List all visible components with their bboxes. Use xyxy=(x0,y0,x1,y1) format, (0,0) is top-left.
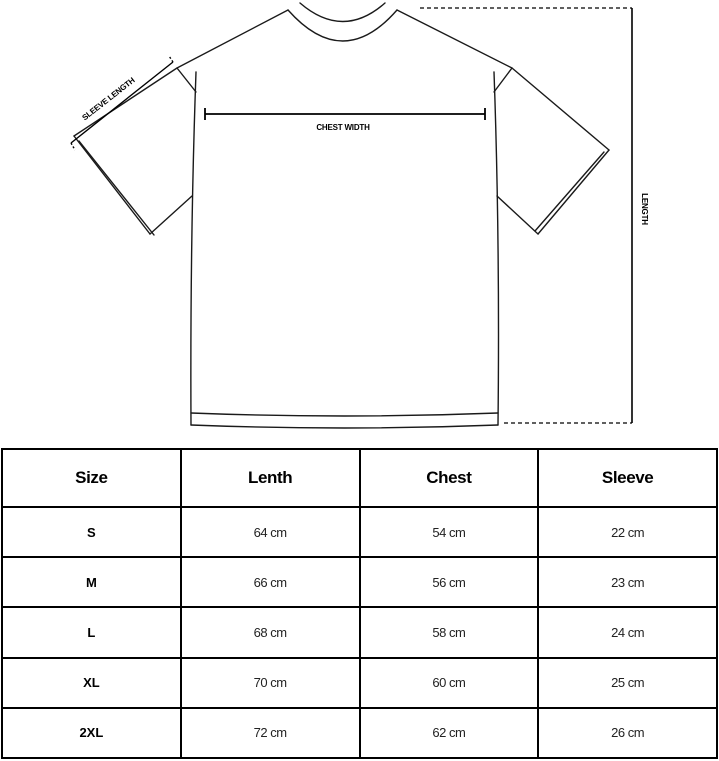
sleeve-cell: 23 cm xyxy=(538,557,717,607)
right-sleeve-hem-outer xyxy=(538,150,609,234)
right-underarm xyxy=(497,196,538,234)
length-cell: 64 cm xyxy=(181,507,360,557)
size-cell: 2XL xyxy=(2,708,181,758)
size-chart-table xyxy=(1,448,718,759)
right-sleeve-seam xyxy=(494,68,512,92)
size-cell: M xyxy=(2,557,181,607)
right-sleeve-hem-inner xyxy=(535,152,604,231)
left-sleeve-hem-outer xyxy=(74,136,150,234)
table-row xyxy=(2,708,717,758)
length-cell: 68 cm xyxy=(181,607,360,657)
chest-width-dimension xyxy=(205,108,485,120)
sleeve-length-label: SLEEVE LENGTH xyxy=(80,75,137,123)
table-row xyxy=(2,607,717,657)
collar-outer xyxy=(300,3,385,22)
header-sleeve: Sleeve xyxy=(538,449,717,507)
body-left-side xyxy=(191,72,196,425)
header-size: Size xyxy=(2,449,181,507)
sleeve-length-dimension xyxy=(71,56,173,150)
left-sleeve-hem-inner xyxy=(79,141,154,235)
left-underarm xyxy=(150,196,192,234)
size-cell: L xyxy=(2,607,181,657)
hem-bottom xyxy=(191,425,498,428)
chest-cell: 54 cm xyxy=(360,507,539,557)
size-cell: XL xyxy=(2,658,181,708)
header-length: Lenth xyxy=(181,449,360,507)
table-header-row xyxy=(2,449,717,507)
hem-top xyxy=(191,413,498,416)
size-cell: S xyxy=(2,507,181,557)
sleeve-cell: 24 cm xyxy=(538,607,717,657)
sleeve-cell: 26 cm xyxy=(538,708,717,758)
chest-cell: 60 cm xyxy=(360,658,539,708)
length-dimension xyxy=(420,8,632,423)
chest-cell: 56 cm xyxy=(360,557,539,607)
chest-cell: 62 cm xyxy=(360,708,539,758)
table-row xyxy=(2,658,717,708)
chest-width-label: CHEST WIDTH xyxy=(316,123,370,132)
length-cell: 70 cm xyxy=(181,658,360,708)
length-cell: 72 cm xyxy=(181,708,360,758)
collar-inner xyxy=(288,10,397,41)
chest-cell: 58 cm xyxy=(360,607,539,657)
body-right-side xyxy=(494,72,499,425)
table-row xyxy=(2,507,717,557)
length-label: LENGTH xyxy=(640,193,649,225)
header-chest: Chest xyxy=(360,449,539,507)
left-sleeve-seam xyxy=(177,68,196,92)
sleeve-cell: 25 cm xyxy=(538,658,717,708)
length-cell: 66 cm xyxy=(181,557,360,607)
sleeve-cell: 22 cm xyxy=(538,507,717,557)
table-row xyxy=(2,557,717,607)
